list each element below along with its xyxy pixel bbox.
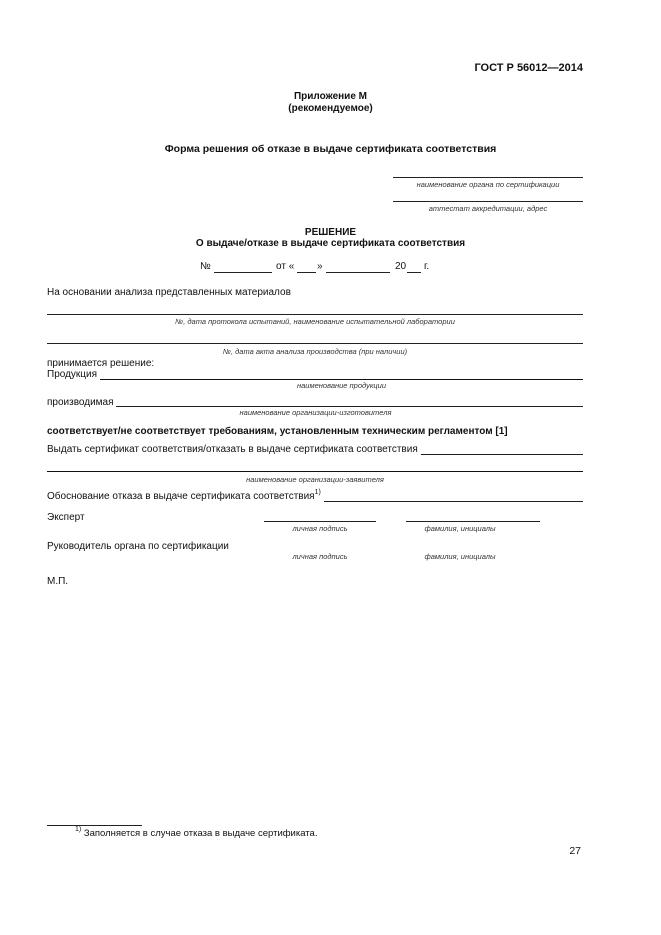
caption-expert-name: фамилия, инициалы (424, 524, 496, 533)
year-prefix: 20 (395, 261, 407, 272)
footnote-mark: 1) (314, 489, 321, 496)
compliance-text: соответствует/не соответствует требованиям, установленным техническим регламентом [1] (47, 426, 508, 437)
expert-label: Эксперт (47, 512, 85, 523)
quote-close: » (317, 261, 323, 272)
refusal-label: Обоснование отказа в выдаче сертификата соответствия$^{1)}$ (47, 489, 321, 502)
caption-accreditation: аттестат аккредитации, адрес (428, 204, 548, 213)
footnote-text: Заполняется в случае отказа в выдаче сертификата. (83, 828, 318, 839)
head-label: Руководитель органа по сертификации (47, 541, 229, 552)
number-label: № (200, 261, 211, 272)
caption-head-signature: личная подпись (292, 552, 348, 561)
appendix-title: Приложение М (293, 91, 368, 102)
caption-certification-body: наименование органа по сертификации (416, 180, 560, 189)
caption-head-name: фамилия, инициалы (424, 552, 496, 561)
caption-act: №, дата акта анализа производства (при наличии) (222, 347, 408, 356)
product-line (100, 379, 583, 380)
footnote-number: 1) (75, 826, 82, 833)
caption-manufacturer: наименование организации-изготовителя (239, 408, 392, 417)
number-line (214, 272, 272, 273)
decision-title: РЕШЕНИЕ (304, 227, 357, 238)
act-line (47, 343, 583, 344)
month-line (326, 272, 390, 273)
applicant-line (47, 471, 583, 472)
product-label: Продукция (47, 369, 98, 380)
caption-product: наименование продукции (296, 381, 386, 390)
produced-label: производимая (47, 397, 114, 408)
year-suffix: г. (424, 261, 430, 272)
year-line (407, 272, 421, 273)
decision-subtitle: О выдаче/отказе в выдаче сертификата соответствия (195, 238, 466, 249)
basis-text: На основании анализа представленных материалов (47, 287, 291, 298)
expert-name-line (406, 521, 540, 522)
addressee-line-2 (393, 201, 583, 202)
appendix-subtitle: (рекомендуемое) (288, 103, 373, 114)
standard-number: ГОСТ Р 56012—2014 (474, 62, 583, 74)
issue-label: Выдать сертификат соответствия/отказать в выдаче сертификата соответствия (47, 444, 418, 455)
footnote-separator (47, 825, 142, 826)
protocol-line (47, 314, 583, 315)
decision-made-text: принимается решение: (47, 358, 155, 369)
refusal-line (324, 501, 583, 502)
caption-expert-signature: личная подпись (292, 524, 348, 533)
day-line (297, 272, 316, 273)
date-from-label: от « (276, 261, 295, 272)
manufacturer-line (116, 406, 583, 407)
form-title: Форма решения об отказе в выдаче сертификата соответствия (164, 143, 497, 155)
stamp-label: М.П. (47, 576, 69, 587)
expert-signature-line (264, 521, 376, 522)
caption-protocol: №, дата протокола испытаний, наименование испытательной лаборатории (175, 317, 455, 326)
caption-applicant: наименование организации-заявителя (246, 475, 384, 484)
issue-line (421, 454, 583, 455)
page-number: 27 (569, 845, 581, 857)
addressee-line-1 (393, 177, 583, 178)
footnote (75, 828, 317, 839)
